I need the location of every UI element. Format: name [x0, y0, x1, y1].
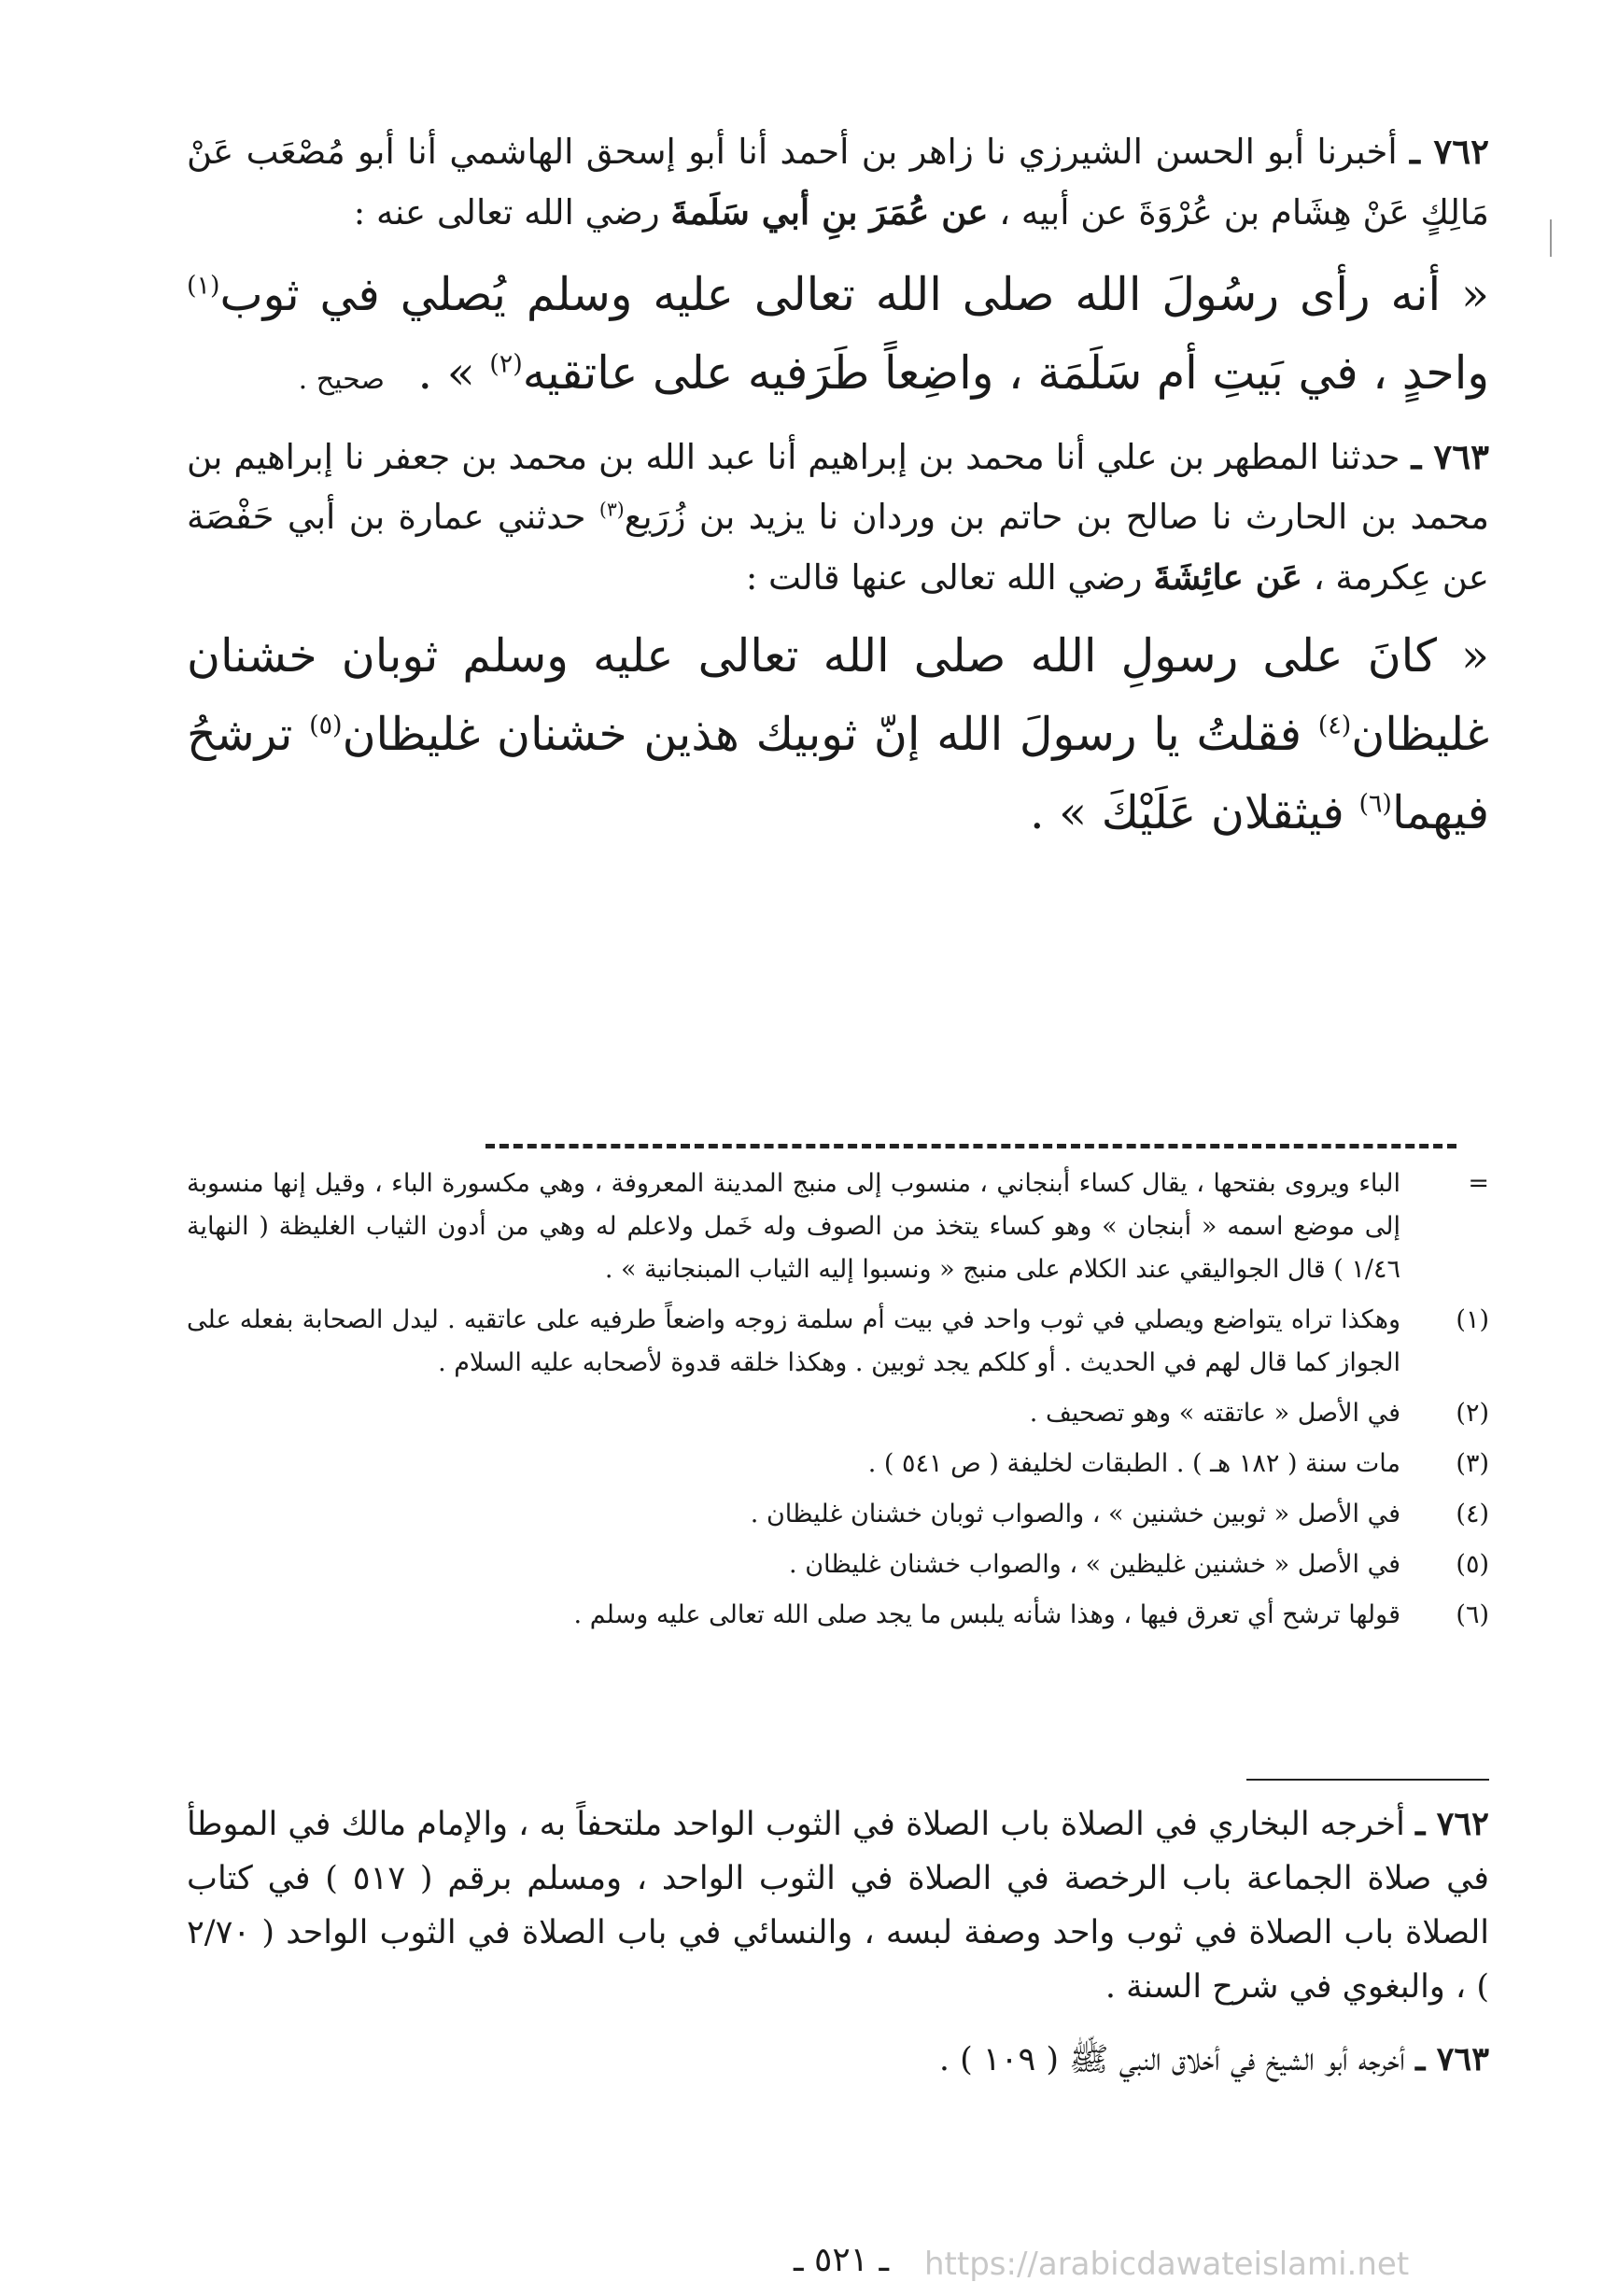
matn-text: ترشحُ فيهما [187, 708, 1489, 839]
hadith-763-isnad [187, 427, 1489, 608]
hadith-number: ٧٦٣ ـ [1411, 436, 1489, 477]
isnad-text: رضي الله تعالى عنه : [353, 192, 660, 232]
footnote-text: في الأصل « عاتقته » وهو تصحيف . [1029, 1399, 1400, 1428]
matn-text: فقلتُ يا رسولَ الله إنّ ثوبيك هذين خشنان غليظان [342, 708, 1302, 761]
footnote-ref[interactable]: (٢) [489, 349, 523, 379]
footnote-separator [485, 1144, 1456, 1154]
hadith-grade: صحيح . [298, 363, 385, 396]
footnote-text: وهكذا تراه يتواضع ويصلي في ثوب واحد في بيت أم سلمة زوجه واضعاً طرفيه على عاتقيه . ليدل الصحابة بفعله على الجواز كما قال لهم في الحديث . أو كلكم يجد ثوبين . وهكذا خلقه قدوة لأصحابه عليه السلام . [187, 1305, 1400, 1377]
footnote-item [187, 1443, 1489, 1486]
footnote-ref[interactable]: (١) [187, 271, 220, 301]
takhrij-item [187, 2033, 1489, 2087]
page-number: ـ ٥٢١ ـ [794, 2241, 890, 2279]
isnad-text: حدثني عمارة بن أبي حَفْصَة عن عِكرمة ، [187, 497, 1489, 598]
footnote-marker: (٣) [1456, 1449, 1489, 1478]
takhrij-text: أخرجه البخاري في الصلاة باب الصلاة في الثوب الواحد ملتحفاً به ، والإمام مالك في الموطأ في صلاة الجماعة باب الرخصة في الصلاة في الثوب الواحد ، ومسلم برقم ( ٥١٧ ) في كتاب الصلاة باب الصلاة في ثوب واحد وصفة لبسه ، والنسائي في باب الصلاة في الثوب الواحد ( ٢/٧٠ ) ، والبغوي في شرح السنة . [187, 1806, 1489, 2006]
matn-text: « أنه رأى رسُولَ الله صلى الله تعالى عليه وسلم يُصلي في ثوب [219, 268, 1489, 321]
footnote-text: الباء ويروى بفتحها ، يقال كساء أبنجاني ، منسوب إلى منبج المدينة المعروفة ، وهي مكسورة الباء ، وقيل إنها منسوبة إلى موضع اسمه « أبنجان » وهو كساء يتخذ من الصوف وله خَمل ولاعلم له وهي من أدون الثياب الغليظة ( النهاية ١/٤٦ ) قال الجواليقي عند الكلام على منبج « ونسبوا إليه الثياب المبنجانية » . [187, 1169, 1400, 1284]
watermark-url: https://arabicdawateislami.net [924, 2246, 1410, 2283]
companion-name: عَن عائِشَةَ [1153, 556, 1302, 598]
takhrij-section [187, 1797, 1489, 2087]
takhrij-item [187, 1797, 1489, 2014]
hadith-763-matn [187, 617, 1489, 852]
footnote-text: في الأصل « ثوبين خشنين » ، والصواب ثوبان خشنان غليظان . [750, 1500, 1400, 1528]
hadith-762-matn [187, 256, 1489, 419]
footnotes [187, 1162, 1489, 1644]
hadith-762-isnad [187, 121, 1489, 243]
matn-text: واحدٍ ، في بَيتِ أم سَلَمَة ، واضِعاً طَرَفيه على عاتقيه [522, 346, 1489, 400]
hadith-number: ٧٦٣ ـ [1415, 2040, 1489, 2078]
matn-text: « كانَ على رسولِ الله صلى الله تعالى عليه وسلم ثوبان خشنان غليظان [187, 629, 1489, 761]
hadith-number: ٧٦٢ ـ [1410, 131, 1489, 172]
isnad-text: أخبرنا أبو الحسن الشيرزي نا زاهر بن أحمد أنا أبو إسحق الهاشمي أنا أبو مُصْعَب عَنْ مَالِكٍ عَنْ هِشَام بن عُرْوَةَ عن أبيه ، [187, 132, 1489, 232]
footnote-ref[interactable]: (٤) [1317, 711, 1352, 740]
footnote-item [187, 1594, 1489, 1637]
isnad-text: حدثنا المطهر بن علي أنا محمد بن إبراهيم أنا عبد الله بن محمد بن جعفر نا إبراهيم بن محمد بن الحارث نا صالح بن حاتم بن وردان نا يزيد بن زُرَيع [187, 437, 1490, 537]
footnote-marker: (٢) [1456, 1399, 1489, 1428]
footnote-item [187, 1162, 1489, 1291]
footnote-item [187, 1543, 1489, 1586]
footnote-ref[interactable]: (٣) [598, 498, 625, 521]
footnote-marker: (٥) [1456, 1550, 1489, 1579]
footnote-marker: (١) [1456, 1305, 1489, 1334]
footnote-item [187, 1392, 1489, 1435]
footnote-ref[interactable]: (٥) [309, 711, 343, 740]
footnote-item [187, 1299, 1489, 1385]
matn-text: فيثقلان عَلَيْكَ » . [1030, 786, 1344, 839]
takhrij-separator [1246, 1779, 1489, 1781]
isnad-text: رضي الله تعالى عنها قالت : [745, 557, 1143, 598]
footnote-text: قولها ترشح أي تعرق فيها ، وهذا شأنه يلبس ما يجد صلى الله تعالى عليه وسلم . [573, 1600, 1400, 1629]
matn-text: » . [417, 346, 475, 400]
margin-mark [1550, 219, 1552, 257]
footnote-marker: = [1468, 1169, 1489, 1198]
footnote-item [187, 1493, 1489, 1536]
footnote-ref[interactable]: (٦) [1358, 789, 1392, 819]
companion-name: عن عُمَرَ بنِ أبي سَلَمةَ [670, 191, 989, 232]
hadith-number: ٧٦٢ ـ [1415, 1805, 1489, 1843]
takhrij-text: أخرجه أبو الشيخ في أخلاق النبي ﷺ ( ١٠٩ ) . [938, 2041, 1405, 2078]
footnote-marker: (٦) [1456, 1600, 1489, 1629]
main-text [187, 121, 1489, 852]
footnote-text: مات سنة ( ١٨٢ هـ ) . الطبقات لخليفة ( ص ٥٤١ ) . [867, 1449, 1400, 1478]
footnote-marker: (٤) [1456, 1500, 1489, 1528]
footnote-text: في الأصل « خشنين غليظين » ، والصواب خشنان غليظان . [789, 1550, 1400, 1579]
